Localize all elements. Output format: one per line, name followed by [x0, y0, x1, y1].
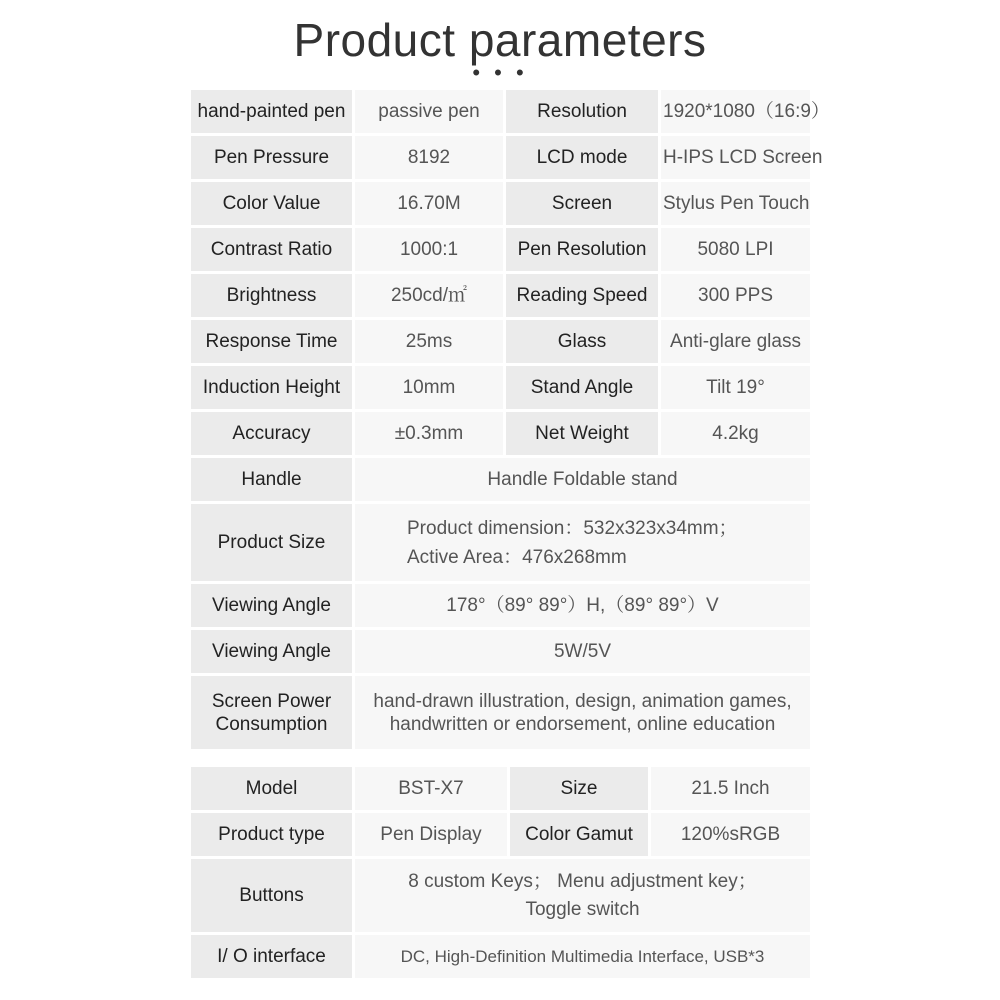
screen-power-label	[190, 675, 354, 751]
table-row	[190, 858, 812, 934]
spec-label: Resolution	[505, 89, 660, 135]
screen-power-label-line2: Consumption	[215, 713, 328, 735]
table-row	[190, 629, 812, 675]
spec-label: Color Gamut	[509, 812, 650, 858]
spec-value: 16.70M	[354, 181, 505, 227]
spec-value: 21.5 Inch	[650, 766, 812, 812]
spec-value: Stylus Pen Touch	[660, 181, 812, 227]
viewing-angle-value: 5W/5V	[354, 629, 812, 675]
spec-label: Net Weight	[505, 411, 660, 457]
spec-value: 250cd/㎡	[354, 273, 505, 319]
spec-value: 8192	[354, 135, 505, 181]
spec-value: Tilt 19°	[660, 365, 812, 411]
table-row	[190, 503, 812, 583]
viewing-angle-value: 178°（89° 89°）H,（89° 89°）V	[354, 583, 812, 629]
spec-value: Pen Display	[354, 812, 509, 858]
product-size-value	[354, 503, 812, 583]
buttons-value-line2: Toggle switch	[525, 899, 640, 920]
spec-label: Pen Resolution	[505, 227, 660, 273]
spec-label: Size	[509, 766, 650, 812]
table-row	[190, 319, 812, 365]
active-area-text: Active Area：476x268mm	[407, 546, 627, 568]
spec-label: Model	[190, 766, 354, 812]
spec-table-secondary	[188, 764, 813, 981]
spec-value: 300 PPS	[660, 273, 812, 319]
product-dimension-text: Product dimension：532x323x34mm；	[407, 517, 738, 539]
spec-value: 120%sRGB	[650, 812, 812, 858]
table-row	[190, 411, 812, 457]
table-row	[190, 812, 812, 858]
buttons-value-line1: 8 custom Keys； Menu adjustment key；	[408, 871, 757, 892]
buttons-label: Buttons	[190, 858, 354, 934]
spec-label: Pen Pressure	[190, 135, 354, 181]
spec-value: 1000:1	[354, 227, 505, 273]
spec-value: 25ms	[354, 319, 505, 365]
spec-table-main	[188, 87, 830, 752]
handle-label: Handle	[190, 457, 354, 503]
product-size-label: Product Size	[190, 503, 354, 583]
spec-label: Accuracy	[190, 411, 354, 457]
spec-label: LCD mode	[505, 135, 660, 181]
screen-power-label-line1: Screen Power	[211, 690, 332, 712]
table-row	[190, 273, 812, 319]
viewing-angle-label: Viewing Angle	[190, 629, 354, 675]
page-title: Product parameters	[293, 14, 707, 66]
table-row	[190, 583, 812, 629]
spec-label: Screen	[505, 181, 660, 227]
spec-label: Induction Height	[190, 365, 354, 411]
spec-rows-4col-2	[190, 766, 812, 858]
spec-value: BST-X7	[354, 766, 509, 812]
table-row	[190, 135, 812, 181]
table-row	[190, 675, 812, 751]
screen-power-value-line2: handwritten or endorsement, online education	[389, 713, 776, 735]
spec-label: hand-painted pen	[190, 89, 354, 135]
table-row	[190, 457, 812, 503]
spec-value: Anti-glare glass	[660, 319, 812, 365]
handle-value: Handle Foldable stand	[354, 457, 812, 503]
table-row	[190, 766, 812, 812]
spec-value: 4.2kg	[660, 411, 812, 457]
title-dots-decoration: • • •	[472, 60, 528, 85]
io-interface-value: DC, High-Definition Multimedia Interface, USB*3	[354, 934, 812, 980]
table-row	[190, 365, 812, 411]
spec-value: 10mm	[354, 365, 505, 411]
screen-power-value	[354, 675, 812, 751]
spec-rows-4col	[190, 89, 830, 457]
spec-label: Brightness	[190, 273, 354, 319]
spec-value: 5080 LPI	[660, 227, 812, 273]
spec-value: passive pen	[354, 89, 505, 135]
spec-label: Stand Angle	[505, 365, 660, 411]
table-row	[190, 227, 812, 273]
spec-label: Response Time	[190, 319, 354, 365]
spec-value: H-IPS LCD Screen	[660, 135, 812, 181]
spec-value: ±0.3mm	[354, 411, 505, 457]
spec-label: Glass	[505, 319, 660, 365]
io-interface-label: I/ O interface	[190, 934, 354, 980]
screen-power-value-line1: hand-drawn illustration, design, animation games,	[373, 690, 792, 712]
spec-label: Reading Speed	[505, 273, 660, 319]
viewing-angle-label: Viewing Angle	[190, 583, 354, 629]
spec-label: Contrast Ratio	[190, 227, 354, 273]
table-row	[190, 181, 812, 227]
table-row	[190, 89, 812, 135]
spec-label: Color Value	[190, 181, 354, 227]
buttons-value	[354, 858, 812, 934]
spec-value: 1920*1080（16:9）	[660, 89, 812, 135]
table-row	[190, 934, 812, 980]
spec-label: Product type	[190, 812, 354, 858]
